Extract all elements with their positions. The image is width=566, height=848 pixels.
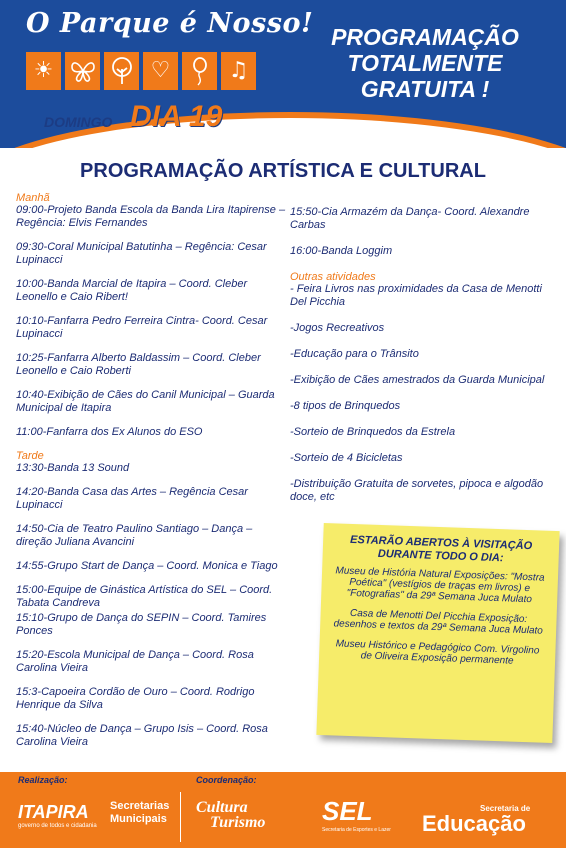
- free-line-2: TOTALMENTE: [347, 50, 503, 76]
- secretarias-line-2: Municipais: [110, 813, 167, 825]
- header-banner: [0, 0, 566, 148]
- schedule-item: 14:50-Cia de Teatro Paulino Santiago – Dança – direção Juliana Avancini: [16, 523, 253, 548]
- butterfly-icon: [65, 52, 100, 90]
- coordenacao-label: Coordenação:: [196, 775, 257, 785]
- schedule-item: 10:40-Exibição de Cães do Canil Municipal – Guarda Municipal de Itapira: [16, 389, 275, 414]
- itapira-subtext: governo de todos e cidadania: [18, 823, 97, 829]
- section-title: PROGRAMAÇÃO ARTÍSTICA E CULTURAL: [80, 160, 486, 182]
- free-line-1: PROGRAMAÇÃO: [331, 24, 519, 50]
- itapira-logo: [18, 802, 97, 829]
- schedule-item: 14:20-Banda Casa das Artes – Regência Cesar Lupinacci: [16, 486, 248, 511]
- day-value: DIA 19: [130, 100, 223, 133]
- day-label: DOMINGO: [44, 114, 113, 130]
- morning-label: Manhã: [16, 192, 50, 204]
- secretarias-line-1: Secretarias: [110, 800, 170, 812]
- cultura-text: Cultura: [196, 799, 248, 816]
- sel-text: SEL: [322, 796, 373, 826]
- schedule-item: 09:30-Coral Municipal Batutinha – Regência: Cesar Lupinacci: [16, 241, 267, 266]
- schedule-item: 13:30-Banda 13 Sound: [16, 462, 130, 474]
- turismo-text: Turismo: [210, 814, 266, 831]
- note-museum-natural: Museu de História Natural Exposições: "Mostra Poética" (vestígios de traças em livros) e "Fotografias" da 29ª Semana Juca Mulato: [335, 565, 545, 606]
- sun-icon: ☀: [26, 52, 61, 90]
- heart-icon: ♡: [143, 52, 178, 90]
- theme-icons: [26, 52, 256, 90]
- schedule-item: 15:00-Equipe de Ginástica Artística do SEL – Coord. Tabata Candreva: [16, 584, 273, 609]
- afternoon-label: Tarde: [16, 450, 44, 462]
- activity-item: -Distribuição Gratuita de sorvetes, pipoca e algodão doce, etc: [290, 478, 544, 503]
- educacao-logo: [422, 804, 530, 837]
- schedule-item: 11:00-Fanfarra dos Ex Alunos do ESO: [16, 426, 203, 438]
- activity-item: -Sorteio de 4 Bicicletas: [290, 452, 403, 464]
- realizacao-label: Realização:: [18, 775, 68, 785]
- itapira-text: ITAPIRA: [18, 802, 89, 822]
- event-title: O Parque é Nosso!: [26, 8, 314, 39]
- activity-item: -Sorteio de Brinquedos da Estrela: [290, 426, 456, 438]
- music-note-icon: ♫: [221, 52, 256, 90]
- sticky-note: [316, 523, 559, 743]
- schedule-item: 15:20-Escola Municipal de Dança – Coord. Rosa Carolina Vieira: [16, 649, 254, 674]
- educacao-pretext: Secretaria de: [480, 804, 531, 813]
- schedule-item: 16:00-Banda Loggim: [290, 245, 393, 257]
- schedule-left-column: [16, 192, 286, 760]
- activity-item: -8 tipos de Brinquedos: [290, 400, 401, 412]
- balloon-icon: [182, 52, 217, 90]
- footer-sponsors: [0, 772, 566, 848]
- other-activities-label: Outras atividades: [290, 271, 376, 283]
- schedule-item: 15:3-Capoeira Cordão de Ouro – Coord. Rodrigo Henrique da Silva: [16, 686, 255, 711]
- free-program-banner: [300, 24, 550, 102]
- schedule-item: 09:00-Projeto Banda Escola da Banda Lira Itapirense – Regência: Elvis Fernandes: [16, 204, 286, 229]
- schedule-item: 15:50-Cia Armazém da Dança- Coord. Alexandre Carbas: [290, 206, 530, 231]
- schedule-item: 15:10-Grupo de Dança do SEPIN – Coord. Tamires Ponces: [16, 612, 267, 637]
- activity-item: -Educação para o Trânsito: [290, 348, 419, 360]
- note-casa-menotti: Casa de Menotti Del Picchia Exposição: desenhos e textos da 29ª Semana Juca Mulato: [333, 607, 544, 637]
- sel-subtext: Secretaria de Esportes e Lazer: [322, 827, 391, 833]
- schedule-item: 10:25-Fanfarra Alberto Baldassim – Coord. Cleber Leonello e Caio Roberti: [16, 352, 261, 377]
- schedule-right-column: [290, 206, 555, 517]
- schedule-item: 14:55-Grupo Start de Dança – Coord. Monica e Tiago: [16, 560, 278, 572]
- activity-item: - Feira Livros nas proximidades da Casa de Menotti Del Picchia: [290, 283, 542, 308]
- note-museum-historic: Museu Histórico e Pedagógico Com. Virgolino de Oliveira Exposição permanente: [335, 638, 540, 667]
- schedule-item: 10:10-Fanfarra Pedro Ferreira Cintra- Coord. Cesar Lupinacci: [16, 315, 268, 340]
- activity-item: -Exibição de Cães amestrados da Guarda Municipal: [290, 374, 545, 386]
- schedule-item: 10:00-Banda Marcial de Itapira – Coord. Cleber Leonello e Caio Ribert!: [16, 278, 248, 303]
- sel-logo: [322, 796, 391, 833]
- educacao-text: Educação: [422, 811, 526, 836]
- tree-icon: [104, 52, 139, 90]
- activity-item: -Jogos Recreativos: [290, 322, 385, 334]
- note-heading: ESTARÃO ABERTOS À VISITAÇÃO DURANTE TODO O DIA:: [349, 533, 533, 565]
- schedule-item: 15:40-Núcleo de Dança – Grupo Isis – Coord. Rosa Carolina Vieira: [16, 723, 268, 748]
- footer-divider: [180, 792, 181, 842]
- secretarias-logo: [110, 800, 169, 826]
- free-line-3: GRATUITA !: [360, 76, 490, 102]
- cultura-turismo-logo: [196, 800, 265, 830]
